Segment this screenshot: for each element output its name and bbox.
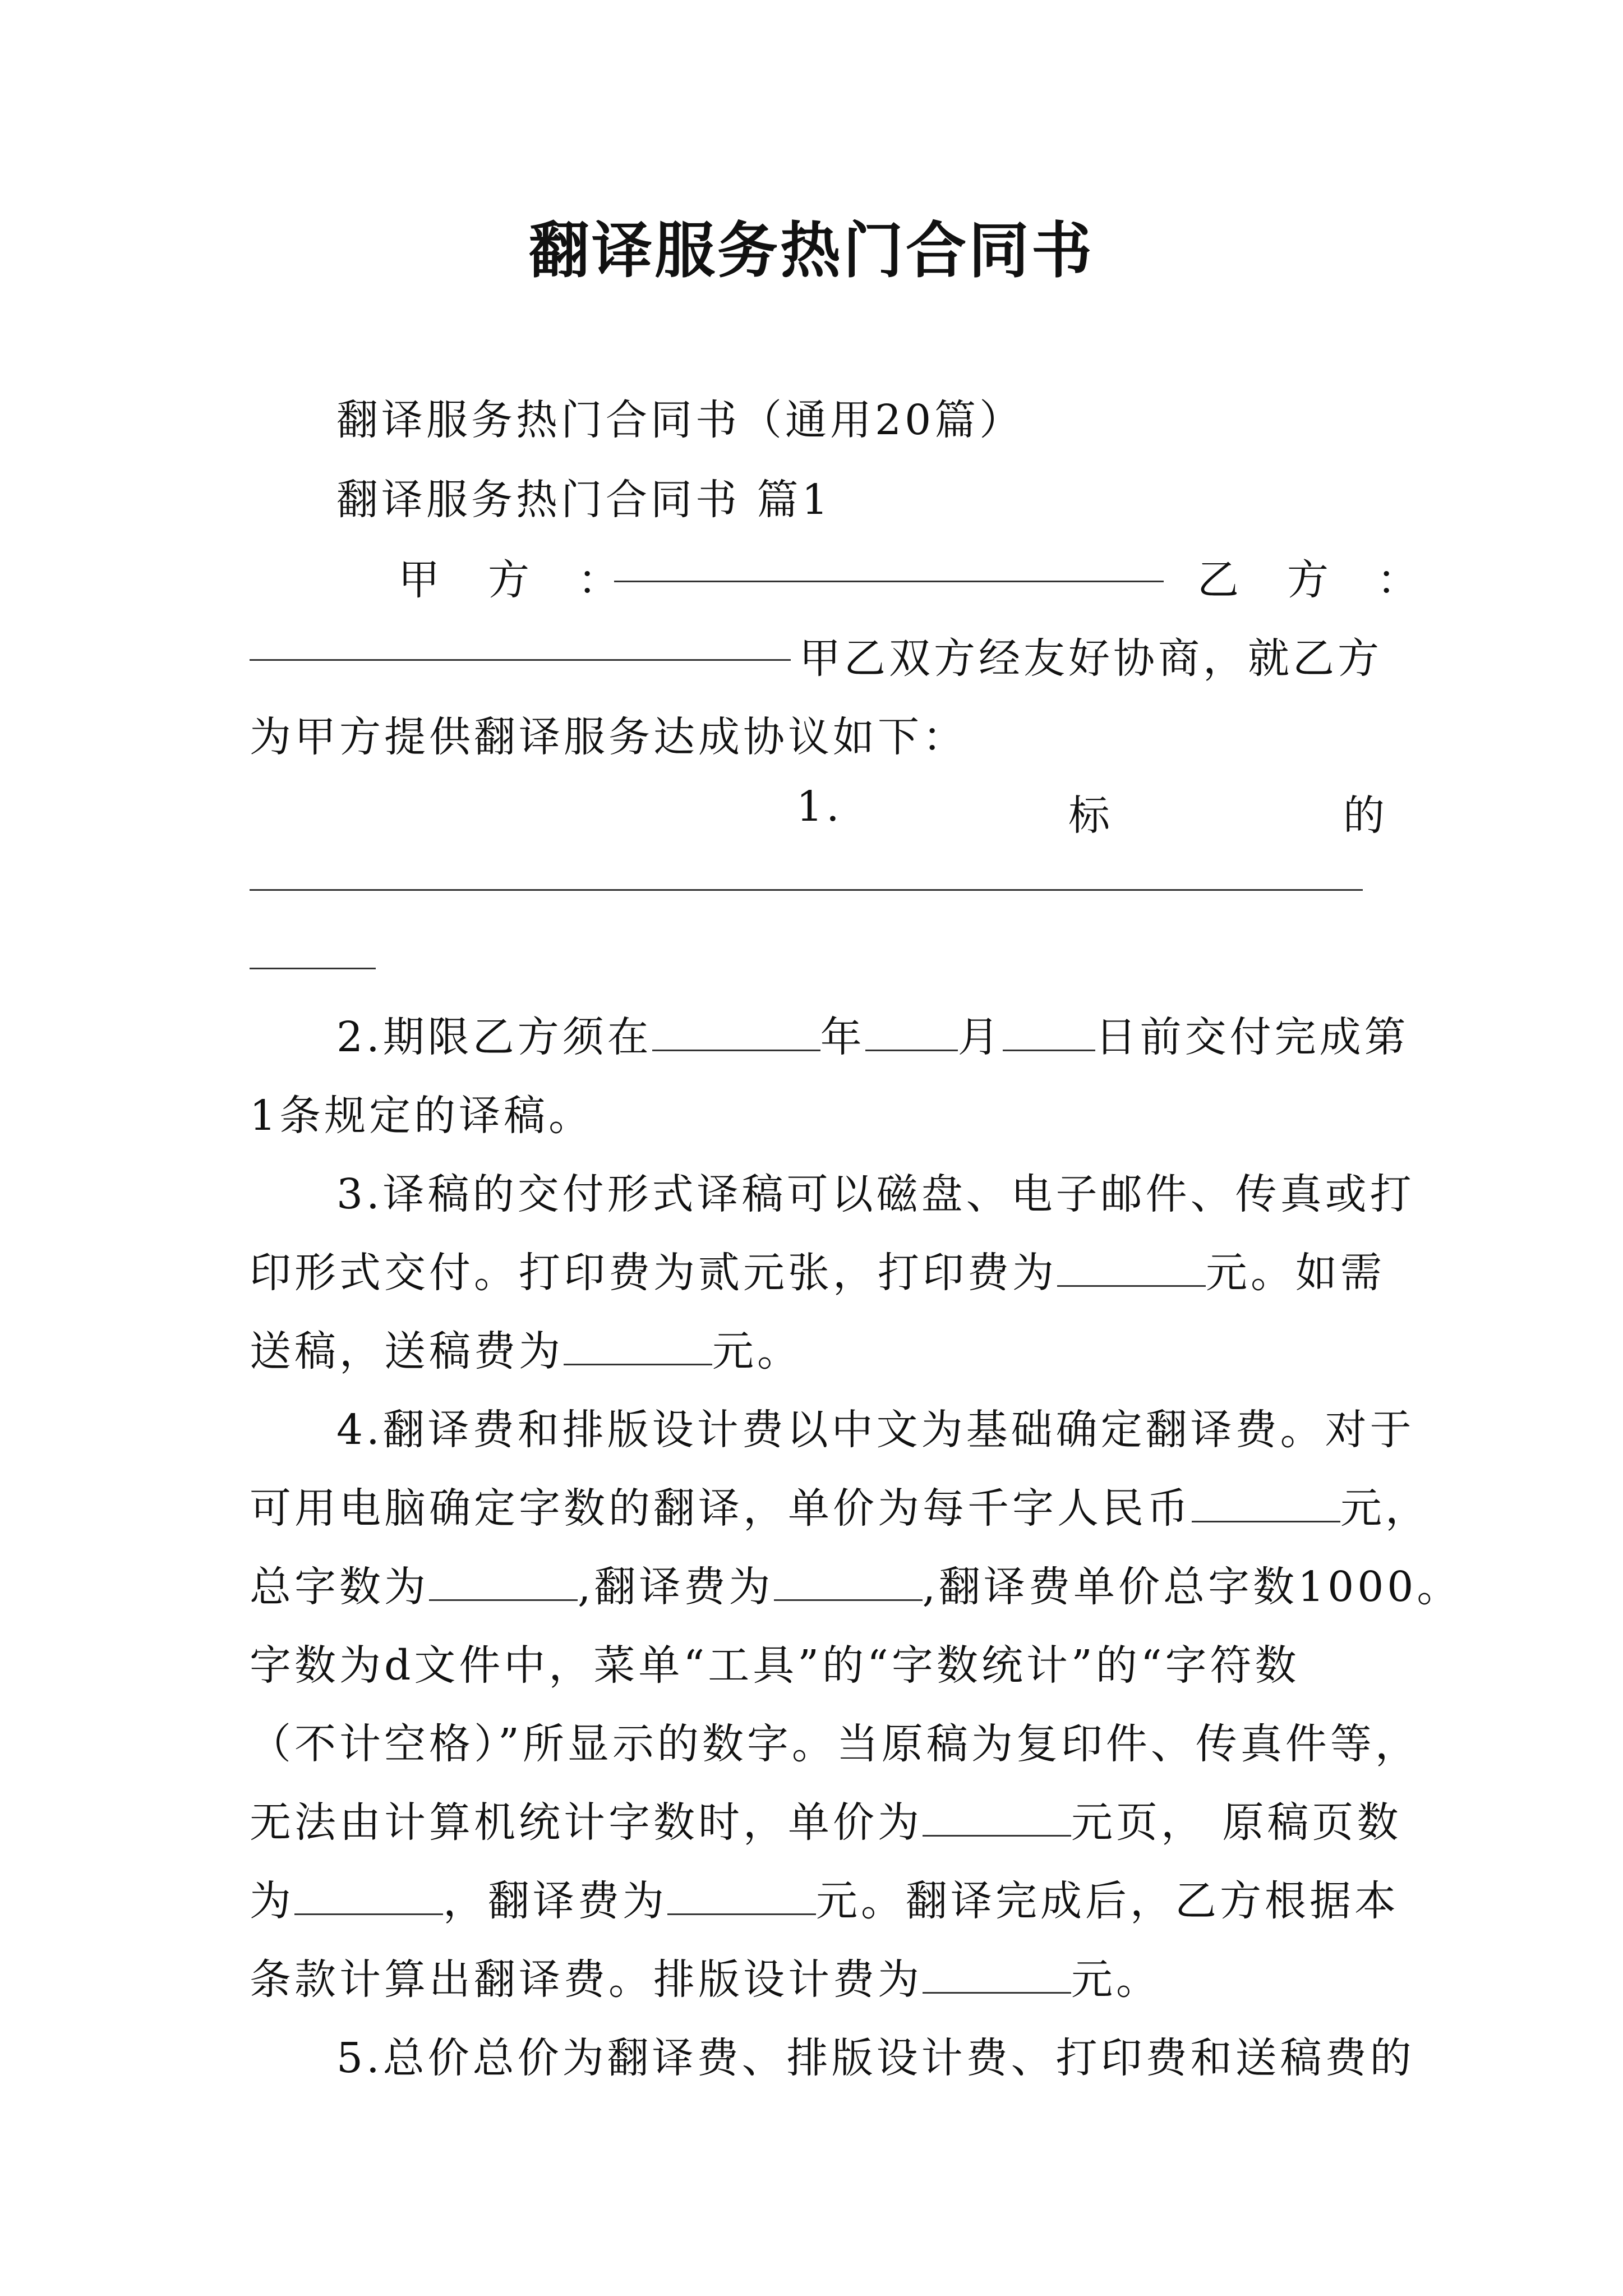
clause4-line3-text-c: ,翻译费单价总字数1000。: [922, 1563, 1462, 1611]
print-fee-blank: [1057, 1251, 1206, 1287]
clause4-line1: 4.翻译费和排版设计费以中文为基础确定翻译费。对于: [336, 1406, 1415, 1454]
delivery-fee-blank: [564, 1330, 712, 1365]
clause4-line2-text: 可用电脑确定字数的翻译，单价为每千字人民币: [250, 1484, 1192, 1533]
party-b-label: 乙 方 ：: [1197, 556, 1422, 604]
clause4-line8: [250, 1947, 1161, 2006]
clause4-line2-end: 元，: [1340, 1484, 1430, 1533]
clause4-line7: [250, 1868, 1399, 1927]
page-price-blank: [923, 1801, 1071, 1837]
clause2-year-blank: [652, 1016, 820, 1051]
clause4-line4: 字数为d文件中，菜单“工具”的“字数统计”的“字符数: [250, 1641, 1300, 1690]
clause1-label-b: 的: [1343, 792, 1388, 840]
clause2-year: 年: [820, 1013, 865, 1061]
clause4-line2: [250, 1475, 1430, 1535]
clause4-line5: （不计空格）”所显示的数字。当原稿为复印件、传真件等，: [250, 1720, 1420, 1768]
intro-text: 甲乙双方经友好协商，就乙方: [799, 634, 1382, 683]
translation-fee-blank: [774, 1566, 923, 1601]
clause2-day-blank: [1003, 1016, 1095, 1051]
clause1-label-a: 标: [1068, 792, 1113, 840]
clause4-line7-text-c: 元。翻译完成后，乙方根据本: [816, 1877, 1399, 1925]
clause3-line3-text: 送稿，送稿费为: [250, 1327, 564, 1375]
clause1-number: 1.: [796, 783, 843, 831]
party-a-label: 甲 方 ：: [398, 556, 623, 604]
clause4-line6: [250, 1789, 1402, 1849]
clause2-line1: [336, 1004, 1409, 1064]
intro-text-2: 为甲方提供翻译服务达成协议如下：: [250, 713, 967, 761]
clause4-line3-text-b: ,翻译费为: [578, 1563, 774, 1611]
page-count-blank: [294, 1880, 443, 1915]
clause3-line3-end: 元。: [712, 1327, 802, 1375]
clause5-line1: 5.总价总价为翻译费、排版设计费、打印费和送稿费的: [336, 2034, 1415, 2082]
unit-price-blank: [1192, 1487, 1340, 1522]
clause2-month: 月: [957, 1013, 1003, 1061]
party-a-blank: [614, 581, 1164, 582]
clause4-line6-text: 无法由计算机统计字数时，单价为: [250, 1798, 923, 1847]
clause4-line6-end: 元页， 原稿页数: [1071, 1798, 1402, 1847]
clause4-line3-text-a: 总字数为: [250, 1563, 429, 1611]
layout-fee-blank: [923, 1958, 1071, 1994]
clause2-text-a: 2.期限乙方须在: [336, 1013, 652, 1061]
clause3-line1: 3.译稿的交付形式译稿可以磁盘、电子邮件、传真或打: [336, 1170, 1415, 1218]
clause2-line2: 1条规定的译稿。: [250, 1092, 594, 1140]
clause3-line2-end: 元。如需: [1206, 1249, 1385, 1297]
clause4-line7-text-a: 为: [250, 1877, 294, 1925]
section-heading: 翻译服务热门合同书 篇1: [336, 476, 832, 524]
clause2-text-b: 日前交付完成第: [1095, 1013, 1409, 1061]
clause3-line3: [250, 1318, 802, 1378]
clause4-line7-text-b: ，翻译费为: [443, 1877, 667, 1925]
total-words-blank: [429, 1566, 578, 1601]
clause1-blank-line2: [250, 968, 376, 969]
clause2-month-blank: [865, 1016, 958, 1051]
party-b-blank: [250, 659, 791, 661]
document-title: 翻译服务热门合同书: [528, 215, 1094, 286]
page-fee-blank: [667, 1880, 816, 1915]
clause3-line2-text: 印形式交付。打印费为贰元张，打印费为: [250, 1249, 1057, 1297]
clause4-line8-end: 元。: [1071, 1955, 1161, 2004]
document-subtitle: 翻译服务热门合同书（通用20篇）: [336, 396, 1025, 444]
clause1-blank-line1: [250, 889, 1363, 891]
clause3-line2: [250, 1240, 1385, 1299]
clause4-line3: [250, 1554, 1461, 1613]
clause4-line8-text: 条款计算出翻译费。排版设计费为: [250, 1955, 923, 2004]
